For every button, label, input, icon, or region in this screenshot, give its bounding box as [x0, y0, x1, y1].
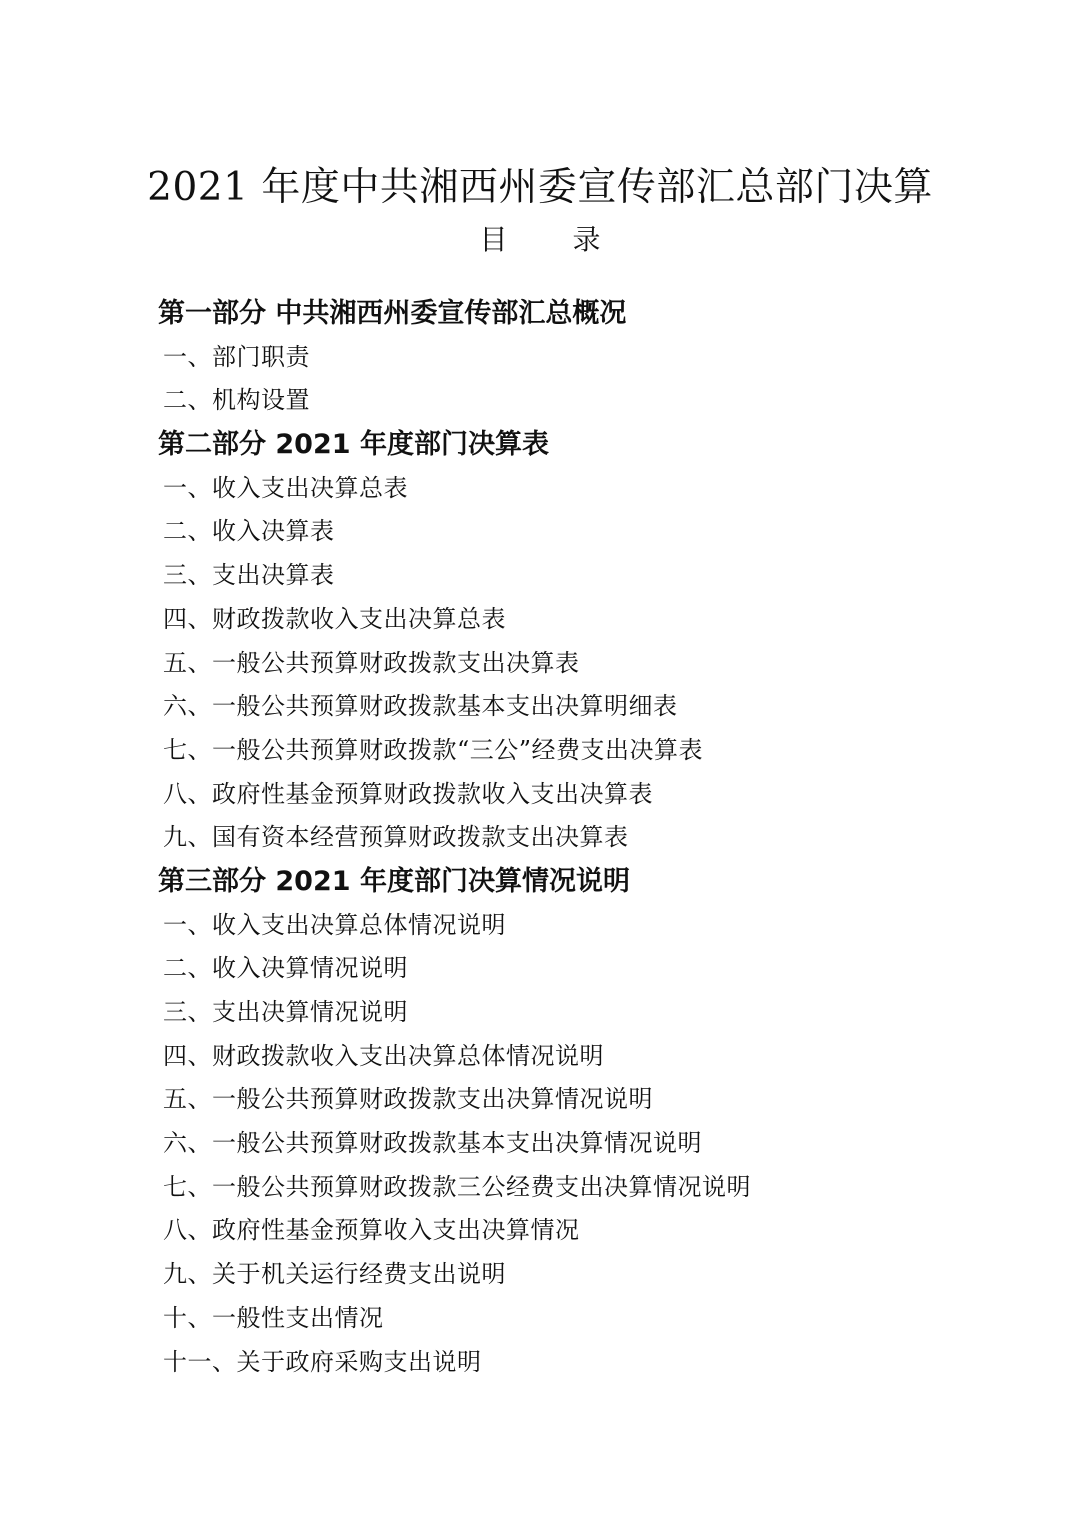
toc-entry: 六、一般公共预算财政拨款基本支出决算明细表 [163, 692, 678, 721]
toc-entry: 八、政府性基金预算收入支出决算情况 [163, 1216, 580, 1245]
toc-part-heading: 第三部分 2021 年度部门决算情况说明 [158, 865, 630, 897]
toc-part-heading: 第二部分 2021 年度部门决算表 [158, 429, 549, 461]
toc-entry: 二、机构设置 [163, 386, 310, 415]
toc-entry: 二、收入决算情况说明 [163, 954, 408, 983]
toc-entry: 一、收入支出决算总表 [163, 473, 408, 502]
toc-entry: 四、财政拨款收入支出决算总表 [163, 604, 506, 633]
toc-entry: 三、支出决算情况说明 [163, 998, 408, 1026]
toc-entry: 九、国有资本经营预算财政拨款支出决算表 [163, 823, 629, 852]
table-of-contents [158, 292, 978, 1384]
toc-entry: 六、一般公共预算财政拨款基本支出决算情况说明 [163, 1129, 702, 1158]
toc-entry: 十一、关于政府采购支出说明 [163, 1347, 482, 1376]
toc-entry: 七、一般公共预算财政拨款三公经费支出决算情况说明 [163, 1172, 751, 1201]
toc-entry: 三、支出决算表 [163, 561, 335, 590]
toc-entry: 一、收入支出决算总体情况说明 [163, 910, 506, 939]
document-title: 2021 年度中共湘西州委宣传部汇总部门决算 [147, 165, 933, 211]
toc-entry: 七、一般公共预算财政拨款“三公”经费支出决算表 [163, 735, 704, 764]
toc-entry: 五、一般公共预算财政拨款支出决算情况说明 [163, 1085, 653, 1114]
toc-heading: 目 录 [479, 223, 629, 256]
toc-entry: 一、部门职责 [163, 342, 310, 371]
toc-entry: 二、收入决算表 [163, 517, 335, 546]
toc-entry: 四、财政拨款收入支出决算总体情况说明 [163, 1041, 604, 1070]
toc-part-heading: 第一部分 中共湘西州委宣传部汇总概况 [158, 298, 627, 329]
toc-entry: 九、关于机关运行经费支出说明 [163, 1260, 506, 1289]
toc-entry: 十、一般性支出情况 [163, 1303, 384, 1332]
toc-entry: 八、政府性基金预算财政拨款收入支出决算表 [163, 779, 653, 808]
toc-entry: 五、一般公共预算财政拨款支出决算表 [163, 648, 580, 677]
